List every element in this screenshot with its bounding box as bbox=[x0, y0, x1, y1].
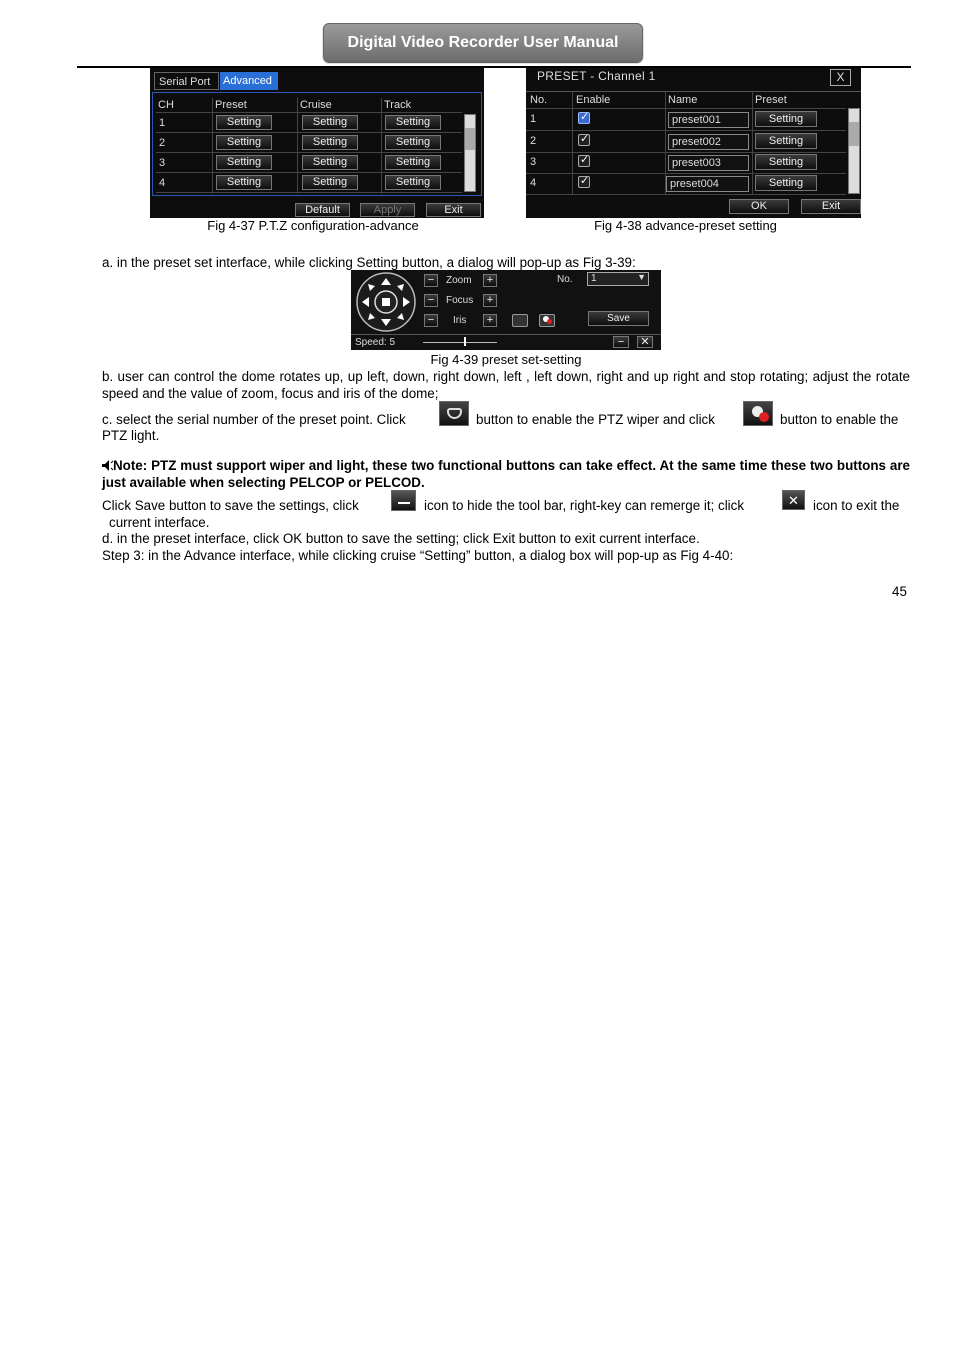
enable-checkbox[interactable] bbox=[578, 134, 590, 146]
row-ch: 4 bbox=[159, 177, 166, 189]
row-ch: 3 bbox=[159, 157, 166, 169]
cruise-setting-button[interactable]: Setting bbox=[302, 135, 358, 150]
scrollbar-thumb[interactable] bbox=[465, 128, 475, 150]
cruise-setting-button[interactable]: Setting bbox=[302, 115, 358, 130]
dialog-title: PRESET - Channel 1 bbox=[537, 69, 656, 83]
paragraph-c-part1: c. select the serial number of the preset point. Click bbox=[102, 412, 406, 427]
wiper-icon bbox=[439, 401, 469, 426]
row-no: 4 bbox=[530, 177, 537, 189]
cruise-setting-button[interactable]: Setting bbox=[302, 175, 358, 190]
close-icon: ✕ bbox=[782, 490, 805, 510]
tab-serial-port[interactable]: Serial Port bbox=[154, 72, 219, 90]
close-icon[interactable]: X bbox=[830, 69, 851, 86]
ok-button[interactable]: OK bbox=[729, 199, 789, 214]
enable-checkbox[interactable] bbox=[578, 155, 590, 167]
col-no: No. bbox=[530, 94, 548, 106]
row-ch: 1 bbox=[159, 117, 166, 129]
fig38-preset-channel-dialog bbox=[526, 68, 861, 218]
speed-slider-handle[interactable] bbox=[464, 337, 466, 346]
preset-name-field[interactable]: preset002 bbox=[668, 134, 749, 150]
enable-checkbox[interactable] bbox=[578, 176, 590, 188]
minimize-icon bbox=[391, 490, 416, 511]
row-ch: 2 bbox=[159, 137, 166, 149]
preset-setting-button[interactable]: Setting bbox=[755, 175, 817, 191]
preset-setting-button[interactable]: Setting bbox=[755, 133, 817, 149]
iris-label: Iris bbox=[453, 315, 467, 326]
minimize-icon[interactable]: − bbox=[613, 336, 629, 348]
fig37-caption: Fig 4-37 P.T.Z configuration-advance bbox=[207, 218, 419, 233]
focus-minus-button[interactable]: − bbox=[424, 294, 438, 307]
scrollbar-thumb[interactable] bbox=[849, 122, 859, 146]
preset-setting-button[interactable]: Setting bbox=[755, 111, 817, 127]
track-setting-button[interactable]: Setting bbox=[385, 135, 441, 150]
iris-minus-button[interactable]: − bbox=[424, 314, 438, 327]
col-track: Track bbox=[384, 99, 412, 111]
focus-label: Focus bbox=[446, 295, 474, 306]
enable-checkbox[interactable] bbox=[578, 112, 590, 124]
chevron-down-icon: ▼ bbox=[637, 272, 646, 282]
wiper-icon[interactable] bbox=[512, 314, 528, 327]
col-preset: Preset bbox=[755, 94, 787, 106]
col-enable: Enable bbox=[576, 94, 611, 106]
table-scrollbar[interactable] bbox=[464, 114, 476, 192]
dialog-scrollbar[interactable] bbox=[848, 108, 860, 194]
preset-setting-button[interactable]: Setting bbox=[755, 154, 817, 170]
row-no: 2 bbox=[530, 135, 537, 147]
zoom-minus-button[interactable]: − bbox=[424, 274, 438, 287]
save-paragraph-part3: icon to exit the bbox=[813, 498, 900, 513]
col-preset: Preset bbox=[215, 99, 247, 111]
paragraph-c-part3: button to enable the bbox=[780, 412, 899, 427]
row-no: 1 bbox=[530, 113, 537, 125]
preset-setting-button[interactable]: Setting bbox=[216, 135, 272, 150]
track-setting-button[interactable]: Setting bbox=[385, 155, 441, 170]
save-paragraph-part1: Click Save button to save the settings, click bbox=[102, 498, 359, 513]
exit-button[interactable]: Exit bbox=[801, 199, 861, 214]
fig39-preset-set-toolbar bbox=[351, 270, 661, 350]
preset-setting-button[interactable]: Setting bbox=[216, 155, 272, 170]
note-paragraph: Note: PTZ must support wiper and light, these two functional buttons can take effect. At the same time these two buttons are just available when selecting PELCOP or PELCOD. bbox=[102, 458, 910, 490]
paragraph-d: d. in the preset interface, click OK button to save the setting; click Exit button to exit current interface. bbox=[102, 531, 700, 546]
page-number: 45 bbox=[892, 584, 907, 599]
speed-label: Speed: 5 bbox=[355, 337, 396, 348]
preset-no-label: No. bbox=[557, 274, 573, 285]
preset-name-field[interactable]: preset001 bbox=[668, 112, 749, 128]
paragraph-b: b. user can control the dome rotates up, up left, down, right down, left , left down, right and up right and stop rotating; adjust the rotate speed and the value of zoom, focus and iris of the dome; bbox=[102, 369, 910, 401]
paragraph-c-part4: PTZ light. bbox=[102, 428, 160, 443]
focus-plus-button[interactable]: + bbox=[483, 294, 497, 307]
speed-slider[interactable] bbox=[423, 342, 497, 343]
col-cruise: Cruise bbox=[300, 99, 332, 111]
zoom-label: Zoom bbox=[446, 275, 472, 286]
cruise-setting-button[interactable]: Setting bbox=[302, 155, 358, 170]
preset-setting-button[interactable]: Setting bbox=[216, 175, 272, 190]
default-button[interactable]: Default bbox=[295, 203, 350, 217]
zoom-plus-button[interactable]: + bbox=[483, 274, 497, 287]
light-icon[interactable] bbox=[539, 314, 555, 327]
close-icon[interactable]: ✕ bbox=[637, 336, 653, 348]
exit-button[interactable]: Exit bbox=[426, 203, 481, 217]
fig38-caption: Fig 4-38 advance-preset setting bbox=[594, 218, 777, 233]
save-paragraph-part4: current interface. bbox=[109, 515, 210, 530]
track-setting-button[interactable]: Setting bbox=[385, 115, 441, 130]
step-3-paragraph: Step 3: in the Advance interface, while clicking cruise “Setting” button, a dialog box will pop-up as Fig 4-40: bbox=[102, 548, 734, 563]
light-icon bbox=[743, 401, 773, 426]
row-no: 3 bbox=[530, 156, 537, 168]
save-paragraph-part2: icon to hide the tool bar, right-key can remerge it; click bbox=[424, 498, 745, 513]
col-ch: CH bbox=[158, 99, 174, 111]
iris-plus-button[interactable]: + bbox=[483, 314, 497, 327]
preset-name-field[interactable]: preset003 bbox=[668, 155, 749, 171]
paragraph-a: a. in the preset set interface, while clicking Setting button, a dialog will pop-up as Fig 3-39: bbox=[102, 255, 636, 270]
preset-number-select[interactable] bbox=[587, 272, 649, 286]
preset-setting-button[interactable]: Setting bbox=[216, 115, 272, 130]
preset-name-field[interactable]: preset004 bbox=[666, 176, 749, 192]
ptz-direction-pad-icon[interactable] bbox=[355, 271, 417, 333]
document-header-title: Digital Video Recorder User Manual bbox=[323, 23, 643, 62]
save-button[interactable]: Save bbox=[588, 311, 649, 326]
apply-button[interactable]: Apply bbox=[360, 203, 415, 217]
col-name: Name bbox=[668, 94, 698, 106]
preset-number-value: 1 bbox=[591, 273, 597, 284]
tab-advanced[interactable]: Advanced bbox=[220, 72, 278, 90]
track-setting-button[interactable]: Setting bbox=[385, 175, 441, 190]
fig39-caption: Fig 4-39 preset set-setting bbox=[430, 352, 582, 367]
paragraph-c-part2: button to enable the PTZ wiper and click bbox=[476, 412, 715, 427]
fig37-ptz-advanced-screen bbox=[150, 68, 484, 218]
